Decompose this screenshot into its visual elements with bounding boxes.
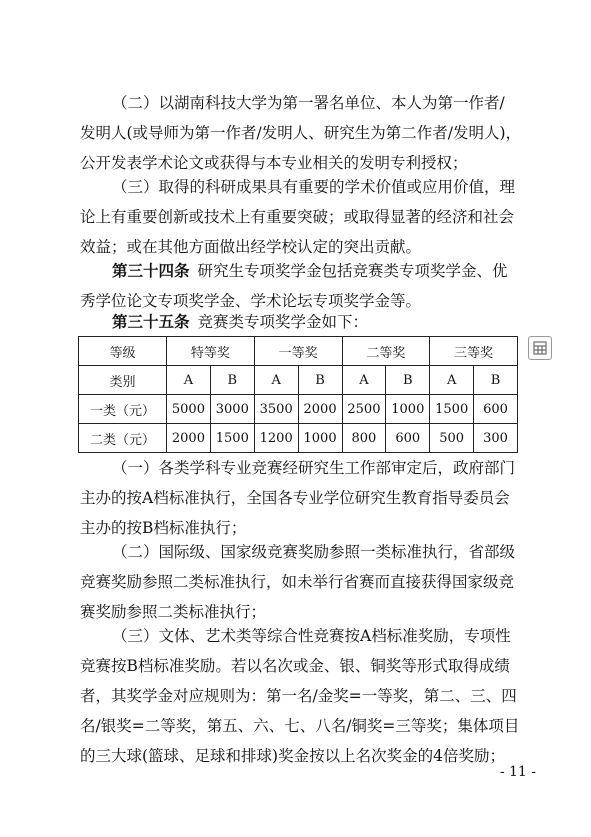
text-line: 名/银奖=二等奖，第五、六、七、八名/铜奖=三等奖；集体项目 [80, 717, 520, 735]
text-line: 主办的按B档标准执行； [80, 519, 247, 537]
header-cell-type: 类别 [79, 366, 167, 395]
subheader-cell: B [386, 366, 430, 395]
paragraph-item-5 [80, 537, 526, 627]
text-line: 竞赛奖励参照二类标准执行，如未举行省赛而直接获得国家级竞 [80, 573, 515, 591]
subheader-cell: A [254, 366, 298, 395]
paragraph-item-6 [80, 621, 526, 771]
table-cell: 500 [430, 424, 474, 453]
article-34-label: 第三十四条 [112, 261, 190, 280]
article-35-label: 第三十五条 [112, 312, 190, 331]
text-line: 论上有重要创新或技术上有重要突破；或取得显著的经济和社会 [80, 208, 515, 226]
table-cell: 800 [342, 424, 386, 453]
subheader-cell: A [167, 366, 211, 395]
table-cell: 2000 [298, 395, 342, 424]
article-35 [80, 307, 526, 337]
row-label: 二类（元） [79, 424, 167, 453]
subheader-cell: A [342, 366, 386, 395]
table-cell: 5000 [167, 395, 211, 424]
table-cell: 600 [386, 424, 430, 453]
table-cell: 1000 [298, 424, 342, 453]
text-line: 竞赛按B档标准奖励。若以名次或金、银、铜奖等形式取得成绩 [80, 657, 510, 675]
text-line: 发明人(或导师为第一作者/发明人、研究生为第二作者/发明人)， [80, 124, 522, 142]
text-line [80, 307, 526, 337]
edit-table-button[interactable] [528, 336, 552, 360]
text-line: （三）文体、艺术类等综合性竞赛按A档标准奖励，专项性 [112, 627, 511, 645]
text-line: （三）取得的科研成果具有重要的学术价值或应用价值，理 [112, 178, 516, 196]
article-34-text: 研究生专项奖学金包括竞赛类专项奖学金、优 [197, 262, 508, 280]
article-35-text: 竞赛类专项奖学金如下： [197, 313, 369, 331]
text-line: （二）国际级、国家级竞赛奖励参照一类标准执行，省部级 [112, 543, 516, 561]
header-cell-third: 三等奖 [430, 337, 518, 366]
paragraph-item-3 [80, 172, 526, 262]
subheader-cell: A [430, 366, 474, 395]
header-cell-special: 特等奖 [167, 337, 255, 366]
table-row [79, 424, 518, 453]
table-cell: 300 [474, 424, 518, 453]
text-line: 秀学位论文专项奖学金、学术论坛专项奖学金等。 [80, 292, 422, 310]
text-line [80, 256, 526, 286]
header-cell-second: 二等奖 [342, 337, 430, 366]
table-cell: 1500 [430, 395, 474, 424]
subheader-cell: B [298, 366, 342, 395]
table-cell: 2000 [167, 424, 211, 453]
text-line: 赛奖励参照二类标准执行； [80, 603, 267, 621]
row-label: 一类（元） [79, 395, 167, 424]
subheader-cell: B [210, 366, 254, 395]
text-line: 者，其奖学金对应规则为：第一名/金奖=一等奖，第二、三、四 [80, 687, 517, 705]
page-number: - 11 - [499, 764, 536, 780]
text-line: 公开发表学术论文或获得与本专业相关的发明专利授权； [80, 154, 468, 172]
table-header-row [79, 337, 518, 366]
subheader-cell: B [474, 366, 518, 395]
table-cell: 1200 [254, 424, 298, 453]
table-cell: 1500 [210, 424, 254, 453]
table-cell: 1000 [386, 395, 430, 424]
table-cell: 3500 [254, 395, 298, 424]
scholarship-table [78, 336, 518, 453]
text-line: 效益；或在其他方面做出经学校认定的突出贡献。 [80, 238, 422, 256]
text-line: （一）各类学科专业竞赛经研究生工作部审定后，政府部门 [112, 459, 516, 477]
table-cell: 3000 [210, 395, 254, 424]
text-line: 主办的按A档标准执行，全国各专业学位研究生教育指导委员会 [80, 489, 510, 507]
table-cell: 600 [474, 395, 518, 424]
text-line: 的三大球(篮球、足球和排球)奖金按以上名次奖金的4倍奖励； [80, 747, 505, 765]
paragraph-item-2 [80, 88, 526, 178]
header-cell-first: 一等奖 [254, 337, 342, 366]
table-cell: 2500 [342, 395, 386, 424]
table-row [79, 395, 518, 424]
edit-table-icon [533, 341, 547, 355]
paragraph-item-4 [80, 453, 526, 543]
header-cell-level: 等级 [79, 337, 167, 366]
table-subheader-row [79, 366, 518, 395]
text-line: （二）以湖南科技大学为第一署名单位、本人为第一作者/ [112, 94, 505, 112]
